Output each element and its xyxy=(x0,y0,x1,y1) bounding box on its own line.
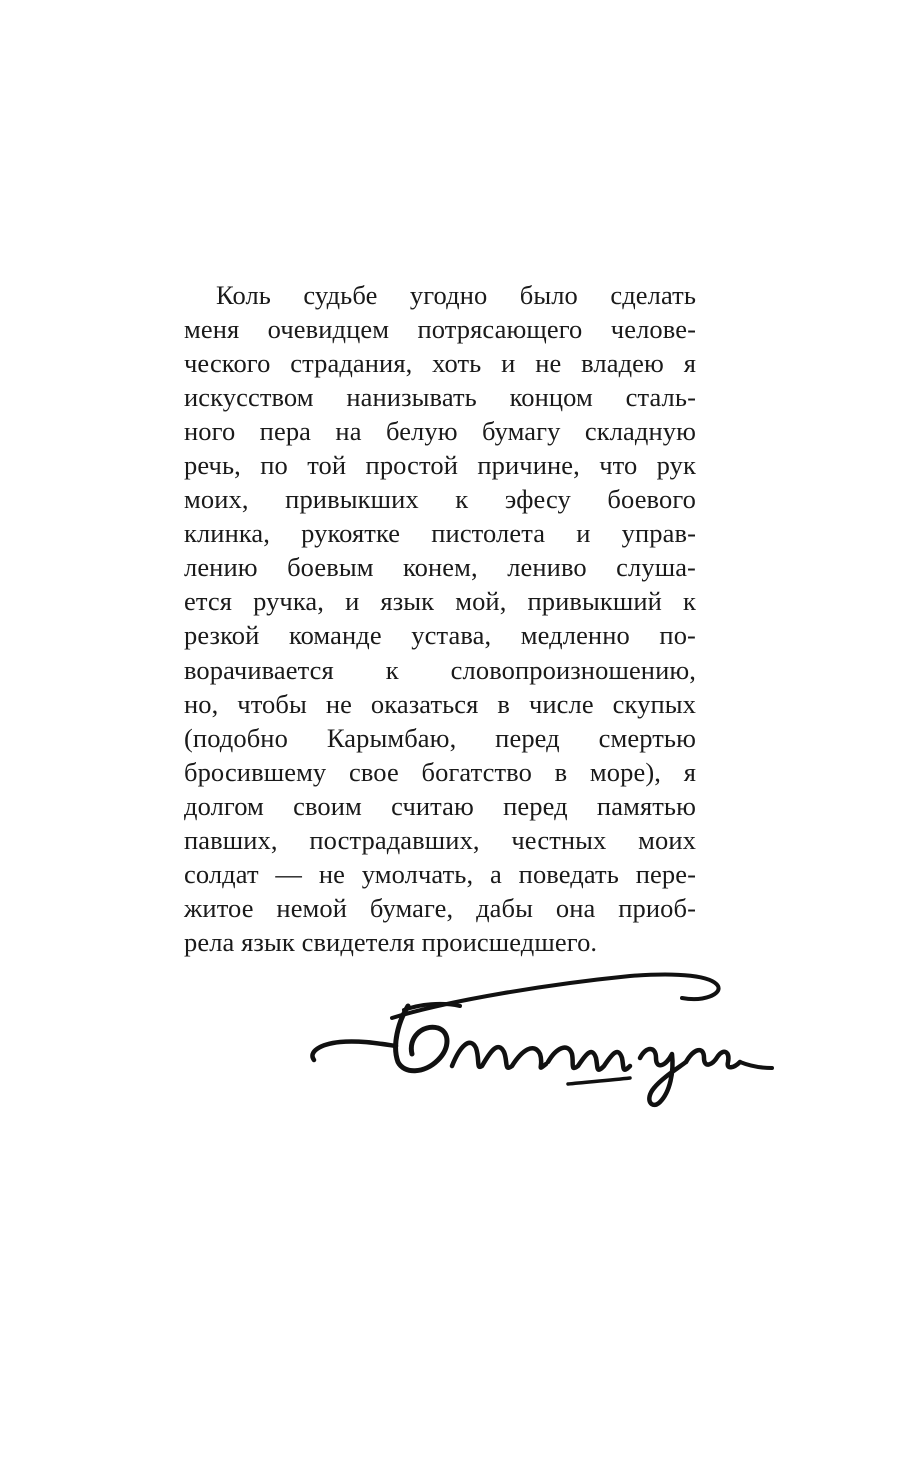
text-line: житое немой бумаге, дабы она приоб- xyxy=(184,892,696,923)
text-line: резкой команде устава, медленно по- xyxy=(184,620,696,651)
text-line: клинка, рукоятке пистолета и управ- xyxy=(184,518,696,549)
text-line: Коль судьбе угодно было сделать xyxy=(216,280,696,310)
text-line: бросившему свое богатство в море), я xyxy=(184,756,696,787)
text-line: меня очевидцем потрясающего челове- xyxy=(184,314,696,345)
text-line: солдат — не умолчать, а поведать пере- xyxy=(184,858,696,889)
text-line: речь, по той простой причине, что рук xyxy=(184,450,696,481)
text-line: лению боевым конем, лениво слуша- xyxy=(184,552,696,583)
text-line: искусством нанизывать концом сталь- xyxy=(184,382,696,413)
text-line: (подобно Карымбаю, перед смертью xyxy=(184,722,696,753)
text-line: павших, пострадавших, честных моих xyxy=(184,824,696,855)
text-line: ется ручка, и язык мой, привыкший к xyxy=(184,586,696,617)
epigraph-text xyxy=(184,278,696,959)
text-line: моих, привыкших к эфесу боевого xyxy=(184,484,696,515)
text-line: ческого страдания, хоть и не владею я xyxy=(184,348,696,379)
author-signature xyxy=(300,962,776,1112)
text-line: ворачивается к словопроизношению, xyxy=(184,654,696,685)
text-line: долгом своим считаю перед памятью xyxy=(184,790,696,821)
text-line: ного пера на белую бумагу складную xyxy=(184,416,696,447)
text-line: рела язык свидетеля происшедшего. xyxy=(184,926,598,957)
text-line: но, чтобы не оказаться в числе скупых xyxy=(184,688,696,719)
